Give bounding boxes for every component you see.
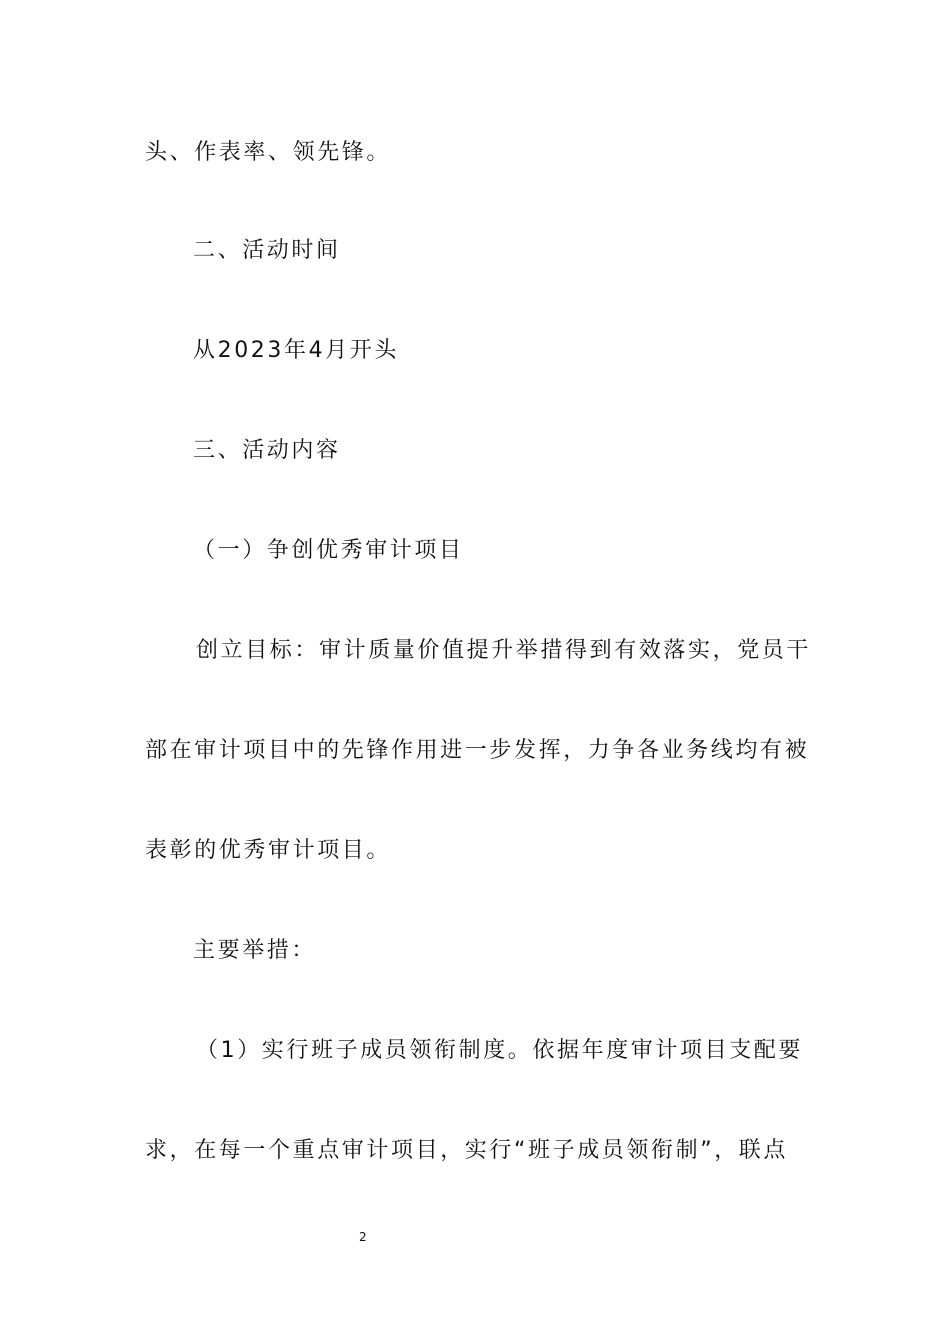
section-heading: 三、活动内容	[193, 438, 341, 463]
paragraph-line: 表彰的优秀审计项目。	[145, 838, 392, 863]
page-number: 2	[359, 1230, 367, 1244]
paragraph-line: 求，在每一个重点审计项目，实行“班子成员领衔制”，联点	[145, 1138, 788, 1163]
paragraph-line: 头、作表率、领先锋。	[145, 140, 392, 165]
section-heading: 二、活动时间	[193, 238, 341, 263]
paragraph-line: （1）实行班子成员领衔制度。依据年度审计项目支配要	[196, 1038, 803, 1063]
paragraph-line: 创立目标：审计质量价值提升举措得到有效落实，党员干	[196, 638, 812, 663]
paragraph-line: 主要举措：	[193, 938, 317, 963]
paragraph-line: 从2023年4月开头	[193, 338, 399, 363]
subsection-heading: （一）争创优秀审计项目	[193, 538, 464, 563]
paragraph-line: 部在审计项目中的先锋作用进一步发挥，力争各业务线均有被	[145, 738, 810, 763]
